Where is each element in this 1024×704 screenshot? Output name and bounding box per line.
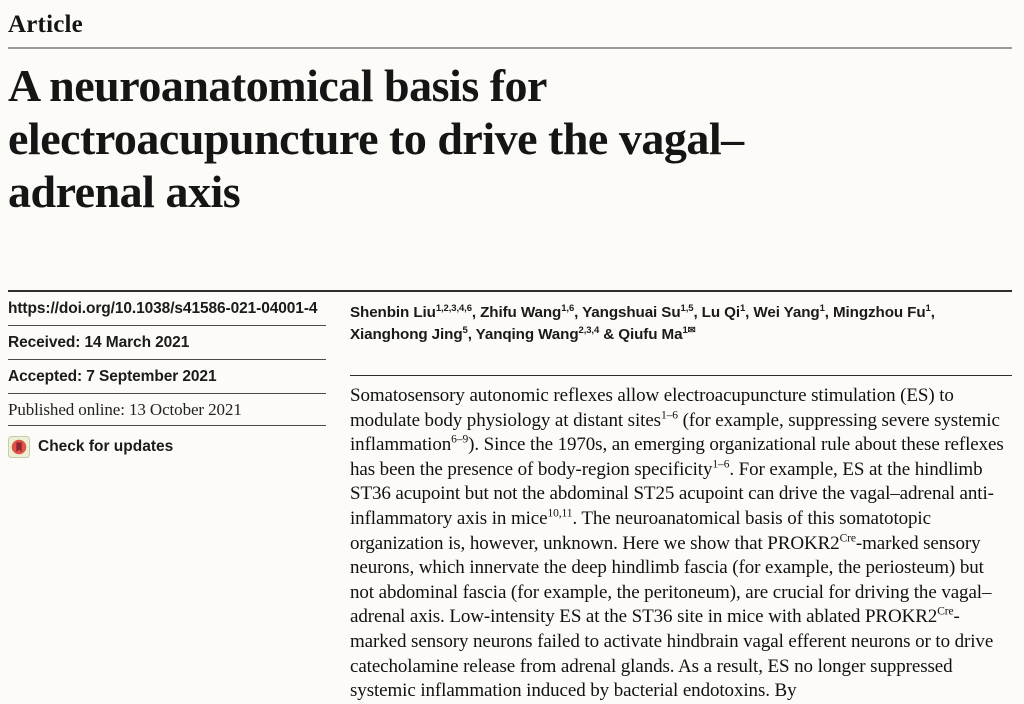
metadata-column xyxy=(8,292,326,704)
article-kicker: Article xyxy=(8,11,83,38)
kicker-rule xyxy=(8,47,1012,49)
author-list: Shenbin Liu$^{1,2,3,4,6}$, Zhifu Wang$^{1,6}$, Yangshuai Su$^{1,5}$, Lu Qi$^1$, Wei Yang$^1$, Mingzhou Fu$^1$, Xianghong Jing$^5$, Yanqing Wang$^{2,3,4}$ & Qiufu $Ma^{1✉}$ xyxy=(350,292,1012,376)
article-column xyxy=(350,292,1012,704)
abstract-paragraph: Somatosensory autonomic reflexes allow electroacupuncture stimulation (ES) to modulate body physiology at distant sites$^{1-6}$ (for example, suppressing severe systemic inflammation$^{6-9}$). Since the 1970s, an emerging organizational rule about these reflexes has been the presence of body-region specificity$^{1-6}$. For example, ES at the hindlimb ST36 acupoint but not the abdominal ST25 acupoint can drive the vagal–adrenal anti-inflammatory axis in mice$^{10,11}$. The neuroanatomical basis of this somatotopic organization is, however, unknown. Here we show that $PROKR2^{Cre}$-marked sensory neurons, which innervate the deep hindlimb fascia (for example, the periosteum) but not abdominal fascia (for example, the peritoneum), are crucial for driving the vagal–adrenal axis. Low-intensity ES at the ST36 site in mice with ablated $PROKR2^{Cre}$-marked sensory neurons failed to activate hindbrain vagal efferent neurons or to drive catecholamine release from adrenal glands. As a result, ES no longer suppressed systemic inflammation induced by bacterial endotoxins. By xyxy=(350,385,1004,702)
accepted-date: Accepted: 7 September 2021 xyxy=(8,360,326,394)
check-for-updates-label: Check for updates xyxy=(38,438,174,455)
article-title: A neuroanatomical basis for electroacupuncture to drive the vagal– adrenal axis xyxy=(8,60,744,217)
crossmark-icon xyxy=(8,436,30,458)
doi-link[interactable]: https://doi.org/10.1038/s41586-021-04001-4 xyxy=(8,292,326,326)
published-date: Published online: 13 October 2021 xyxy=(8,394,326,426)
header-info-section xyxy=(8,290,1012,704)
received-date: Received: 14 March 2021 xyxy=(8,326,326,360)
check-for-updates-link[interactable] xyxy=(8,426,326,468)
